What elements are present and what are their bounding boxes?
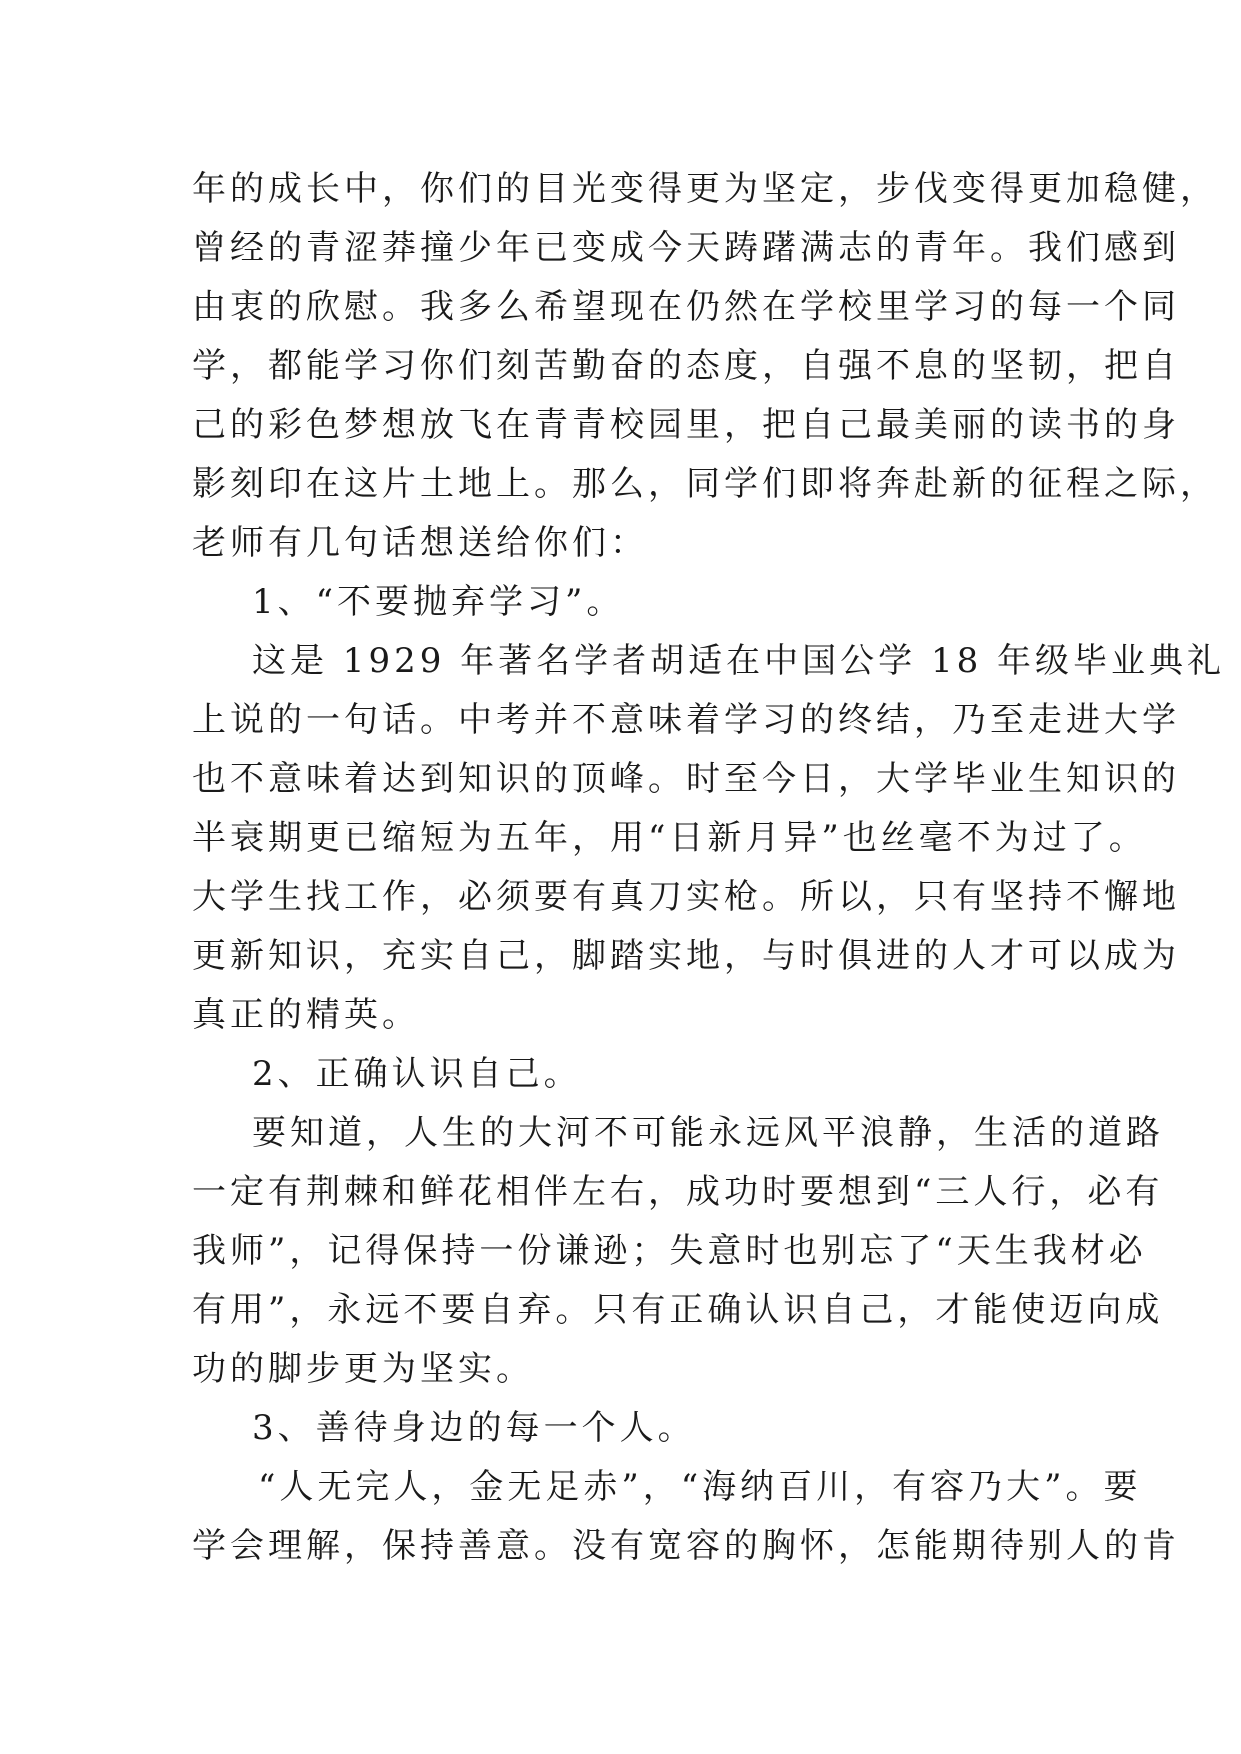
text-line: 老师有几句话想送给你们： <box>192 523 648 563</box>
text-line: 要知道，人生的大河不可能永远风平浪静，生活的道路 <box>252 1113 1164 1153</box>
text-line: 功的脚步更为坚实。 <box>192 1349 534 1389</box>
text-line: 影刻印在这片土地上。那么，同学们即将奔赴新的征程之际， <box>192 464 1218 504</box>
text-line: 学，都能学习你们刻苦勤奋的态度，自强不息的坚韧，把自 <box>192 346 1180 386</box>
text-line: 由衷的欣慰。我多么希望现在仍然在学校里学习的每一个同 <box>192 287 1180 327</box>
text-line: “人无完人，金无足赤”，“海纳百川，有容乃大”。要 <box>258 1467 1142 1507</box>
text-line: 大学生找工作，必须要有真刀实枪。所以，只有坚持不懈地 <box>192 877 1180 917</box>
text-line: 学会理解，保持善意。没有宽容的胸怀，怎能期待别人的肯 <box>192 1526 1180 1566</box>
text-line: 也不意味着达到知识的顶峰。时至今日，大学毕业生知识的 <box>192 759 1180 799</box>
text-line: 这是 1929 年著名学者胡适在中国公学 18 年级毕业典礼 <box>252 641 1226 681</box>
text-line: 有用”，永远不要自弃。只有正确认识自己，才能使迈向成 <box>192 1290 1164 1330</box>
section-heading-2: 2、正确认识自己。 <box>252 1054 582 1094</box>
text-line: 更新知识，充实自己，脚踏实地，与时俱进的人才可以成为 <box>192 936 1180 976</box>
text-line: 半衰期更已缩短为五年，用“日新月异”也丝毫不为过了。 <box>192 818 1147 858</box>
text-line: 上说的一句话。中考并不意味着学习的终结，乃至走进大学 <box>192 700 1180 740</box>
body-text <box>192 160 1226 1576</box>
text-line: 曾经的青涩莽撞少年已变成今天踌躇满志的青年。我们感到 <box>192 228 1180 268</box>
text-line: 一定有荆棘和鲜花相伴左右，成功时要想到“三人行，必有 <box>192 1172 1164 1212</box>
text-line: 真正的精英。 <box>192 995 420 1035</box>
section-heading-3: 3、善待身边的每一个人。 <box>252 1408 696 1448</box>
text-line: 年的成长中，你们的目光变得更为坚定，步伐变得更加稳健， <box>192 169 1218 209</box>
text-line: 己的彩色梦想放飞在青青校园里，把自己最美丽的读书的身 <box>192 405 1180 445</box>
text-line: 我师”，记得保持一份谦逊；失意时也别忘了“天生我材必 <box>192 1231 1147 1271</box>
section-heading-1: 1、“不要抛弃学习”。 <box>252 582 625 622</box>
